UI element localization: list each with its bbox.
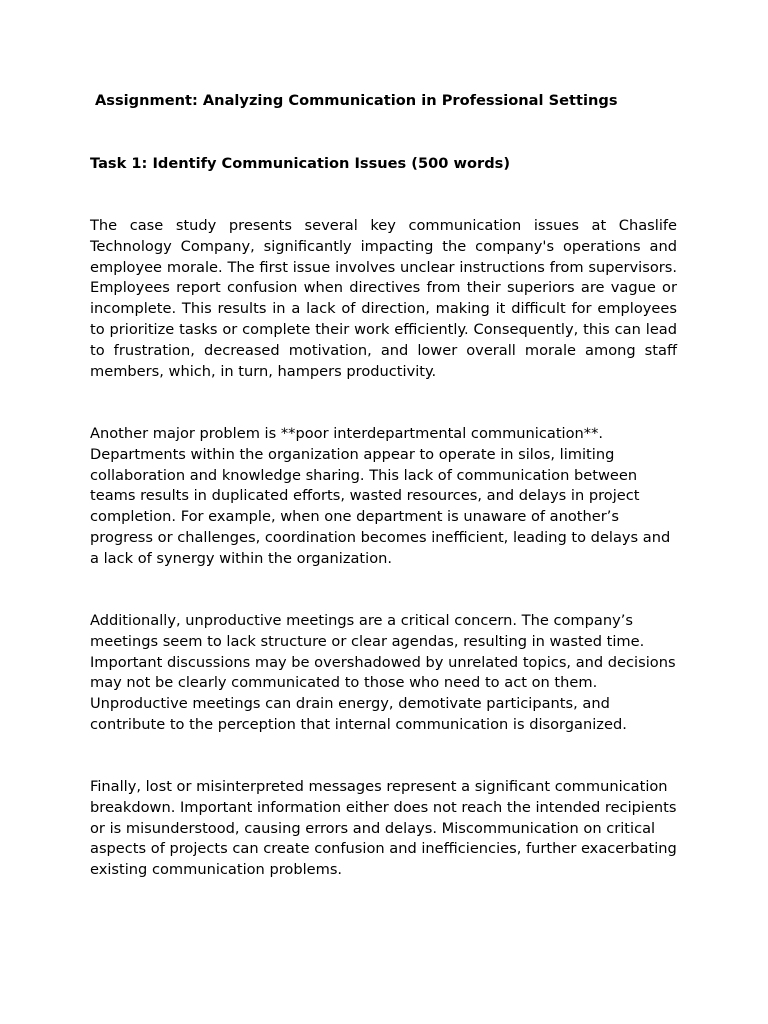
task-heading: Task 1: Identify Communication Issues (500 words)	[90, 155, 511, 172]
paragraph-meetings: Additionally, unproductive meetings are a critical concern. The company’s meetings seem to lack structure or clear agendas, resulting in wasted time. Important discussions may be overshadowed by unrelated topics, and decisions may not be clearly communicated to those who need to act on them. Unproductive meetings can drain energy, demotivate participants, and contribute to the perception that internal communication is disorganized.	[90, 612, 676, 733]
document-title: Assignment: Analyzing Communication in Professional Settings	[95, 92, 618, 109]
paragraph-interdepartmental: Another major problem is **poor interdepartmental communication**. Departments within the organization appear to operate in silos, limiting collaboration and knowledge sharing. This lack of communication between teams results in duplicated efforts, wasted resources, and delays in project completion. For example, when one department is unaware of another’s progress or challenges, coordination becomes inefficient, leading to delays and a lack of synergy within the organization.	[90, 425, 671, 567]
paragraph-lost-messages: Finally, lost or misinterpreted messages represent a significant communication breakdown. Important information either does not reach the intended recipients or is misunderstood, causing errors and delays. Miscommunication on critical aspects of projects can create confusion and inefficiencies, further exacerbating existing communication problems.	[90, 778, 677, 879]
paragraph-communication-issues: The case study presents several key communication issues at Chaslife Technology Company, significantly impacting the company's operations and employee morale. The first issue involves unclear instructions from supervisors. Employees report confusion when directives from their superiors are vague or incomplete. This results in a lack of direction, making it difficult for employees to prioritize tasks or complete their work efficiently. Consequently, this can lead to frustration, decreased motivation, and lower overall morale among staff members, which, in turn, hampers productivity.	[90, 217, 677, 380]
